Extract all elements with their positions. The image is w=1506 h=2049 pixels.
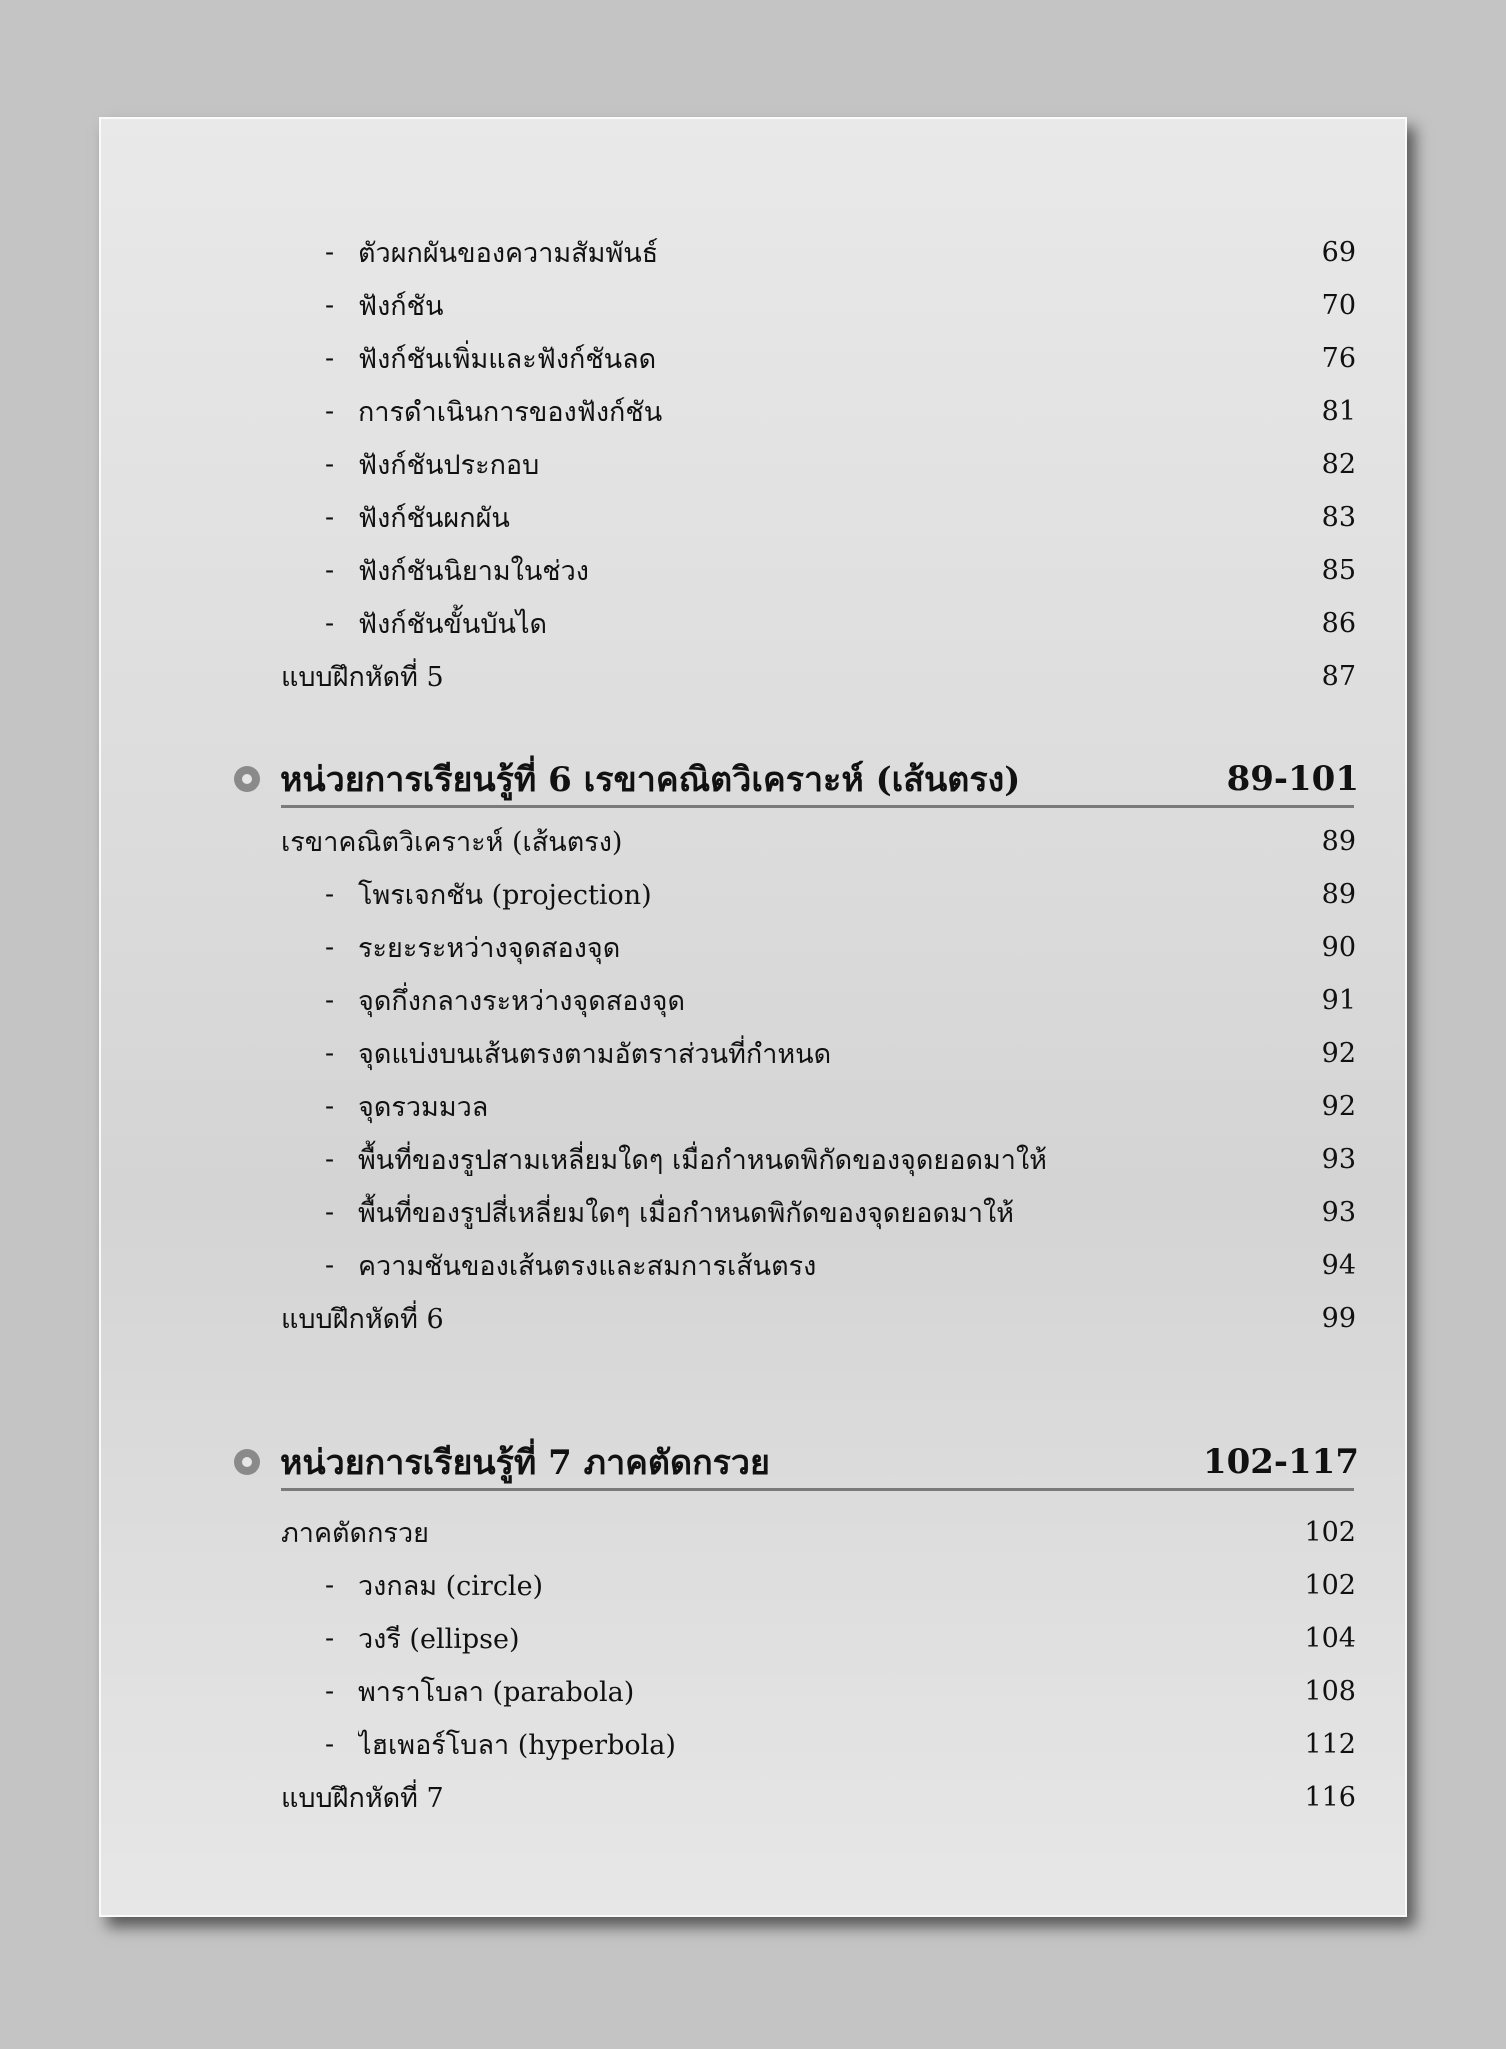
toc-item-page: 102 [1304,1570,1356,1601]
toc-section[interactable] [281,815,1356,868]
toc-item[interactable] [281,868,1356,921]
toc-item-page: 82 [1321,449,1356,480]
toc-item[interactable] [281,491,1356,544]
toc-item[interactable] [281,438,1356,491]
toc-item-page: 81 [1321,396,1356,427]
unit-header-7[interactable] [234,1432,1359,1492]
toc-item-page: 92 [1321,1091,1356,1122]
dash: - [325,396,335,427]
toc-item-label: พื้นที่ของรูปสี่เหลี่ยมใดๆ เมื่อกำหนดพิกัดของจุดยอดมาให้ [358,1198,1014,1229]
toc-item-label: พื้นที่ของรูปสามเหลี่ยมใดๆ เมื่อกำหนดพิกัดของจุดยอดมาให้ [358,1145,1047,1176]
dash: - [325,985,335,1016]
toc-item-label: การดำเนินการของฟังก์ชัน [358,397,663,428]
toc-section-page: 102 [1304,1517,1356,1548]
toc-item-label: ฟังก์ชันเพิ่มและฟังก์ชันลด [358,344,657,375]
dash: - [325,1197,335,1228]
toc-exercise-label: แบบฝึกหัดที่ 6 [281,1304,444,1335]
dash: - [325,555,335,586]
dash: - [325,1729,335,1760]
dash: - [325,608,335,639]
toc-item[interactable] [281,226,1356,279]
toc-item-label: ฟังก์ชันนิยามในช่วง [358,556,589,587]
toc-item-page: 104 [1304,1623,1356,1654]
toc-item[interactable] [281,1612,1356,1665]
toc-item-label: วงรี (ellipse) [358,1624,520,1655]
toc-content [101,119,1405,1915]
dash: - [325,879,335,910]
unit-title: หน่วยการเรียนรู้ที่ 7 ภาคตัดกรวย [280,1443,770,1483]
toc-item-page: 86 [1321,608,1356,639]
toc-section-page: 89 [1321,826,1356,857]
toc-item-label: ไฮเพอร์โบลา (hyperbola) [358,1730,676,1761]
dash: - [325,343,335,374]
toc-exercise-page: 99 [1321,1303,1356,1334]
dash: - [325,502,335,533]
dash: - [325,1623,335,1654]
toc-page [99,117,1407,1917]
unit-page-range: 102-117 [1202,1442,1359,1482]
toc-section-label: ภาคตัดกรวย [281,1518,429,1549]
dash: - [325,290,335,321]
dash: - [325,1570,335,1601]
circle-bullet-icon [234,766,260,792]
toc-item[interactable] [281,921,1356,974]
circle-bullet-icon [234,1449,260,1475]
toc-item-label: วงกลม (circle) [358,1571,544,1602]
toc-item-label: พาราโบลา (parabola) [358,1677,635,1708]
toc-item[interactable] [281,1239,1356,1292]
toc-item-page: 108 [1304,1676,1356,1707]
toc-item-page: 69 [1321,237,1356,268]
toc-item[interactable] [281,1665,1356,1718]
toc-exercise-page: 116 [1304,1782,1356,1813]
toc-section[interactable] [281,1506,1356,1559]
unit-header-6[interactable] [234,749,1359,809]
toc-exercise[interactable] [281,650,1356,703]
toc-item[interactable] [281,1027,1356,1080]
toc-section-label: เรขาคณิตวิเคราะห์ (เส้นตรง) [281,827,623,858]
toc-item[interactable] [281,385,1356,438]
toc-item[interactable] [281,279,1356,332]
unit-underline [281,1488,1354,1491]
toc-item-label: ความชันของเส้นตรงและสมการเส้นตรง [358,1251,817,1282]
dash: - [325,237,335,268]
dash: - [325,1676,335,1707]
toc-exercise-label: แบบฝึกหัดที่ 7 [281,1783,444,1814]
dash: - [325,449,335,480]
toc-exercise[interactable] [281,1771,1356,1824]
toc-item-page: 91 [1321,985,1356,1016]
toc-item-label: ฟังก์ชันผกผัน [358,503,510,534]
toc-item-page: 92 [1321,1038,1356,1069]
dash: - [325,1250,335,1281]
toc-item-page: 93 [1321,1197,1356,1228]
unit-title: หน่วยการเรียนรู้ที่ 6 เรขาคณิตวิเคราะห์ (เส้นตรง) [280,760,1021,800]
toc-item-label: ระยะระหว่างจุดสองจุด [358,933,621,964]
toc-item-page: 94 [1321,1250,1356,1281]
toc-item-page: 90 [1321,932,1356,963]
dash: - [325,1038,335,1069]
toc-item-label: จุดแบ่งบนเส้นตรงตามอัตราส่วนที่กำหนด [358,1039,832,1070]
toc-item[interactable] [281,1559,1356,1612]
toc-item[interactable] [281,974,1356,1027]
toc-item[interactable] [281,1186,1356,1239]
toc-item-label: จุดรวมมวล [358,1092,489,1123]
toc-item-page: 85 [1321,555,1356,586]
toc-item-label: ฟังก์ชันประกอบ [358,450,540,481]
toc-exercise-label: แบบฝึกหัดที่ 5 [281,662,444,693]
toc-item-label: ตัวผกผันของความสัมพันธ์ [358,238,659,269]
unit-underline [281,805,1354,808]
toc-exercise-page: 87 [1321,661,1356,692]
toc-item[interactable] [281,597,1356,650]
toc-item-page: 89 [1321,879,1356,910]
dash: - [325,1144,335,1175]
toc-item-page: 76 [1321,343,1356,374]
toc-item-label: จุดกึ่งกลางระหว่างจุดสองจุด [358,986,686,1017]
toc-item[interactable] [281,1080,1356,1133]
toc-exercise[interactable] [281,1292,1356,1345]
toc-item[interactable] [281,544,1356,597]
toc-item-page: 70 [1321,290,1356,321]
dash: - [325,932,335,963]
toc-item-label: โพรเจกชัน (projection) [358,880,652,911]
toc-item[interactable] [281,332,1356,385]
toc-item[interactable] [281,1718,1356,1771]
toc-item-page: 112 [1304,1729,1356,1760]
toc-item-label: ฟังก์ชัน [358,291,444,322]
toc-item-page: 93 [1321,1144,1356,1175]
toc-item-label: ฟังก์ชันขั้นบันได [358,609,548,640]
toc-item[interactable] [281,1133,1356,1186]
toc-item-page: 83 [1321,502,1356,533]
dash: - [325,1091,335,1122]
unit-page-range: 89-101 [1226,759,1359,799]
